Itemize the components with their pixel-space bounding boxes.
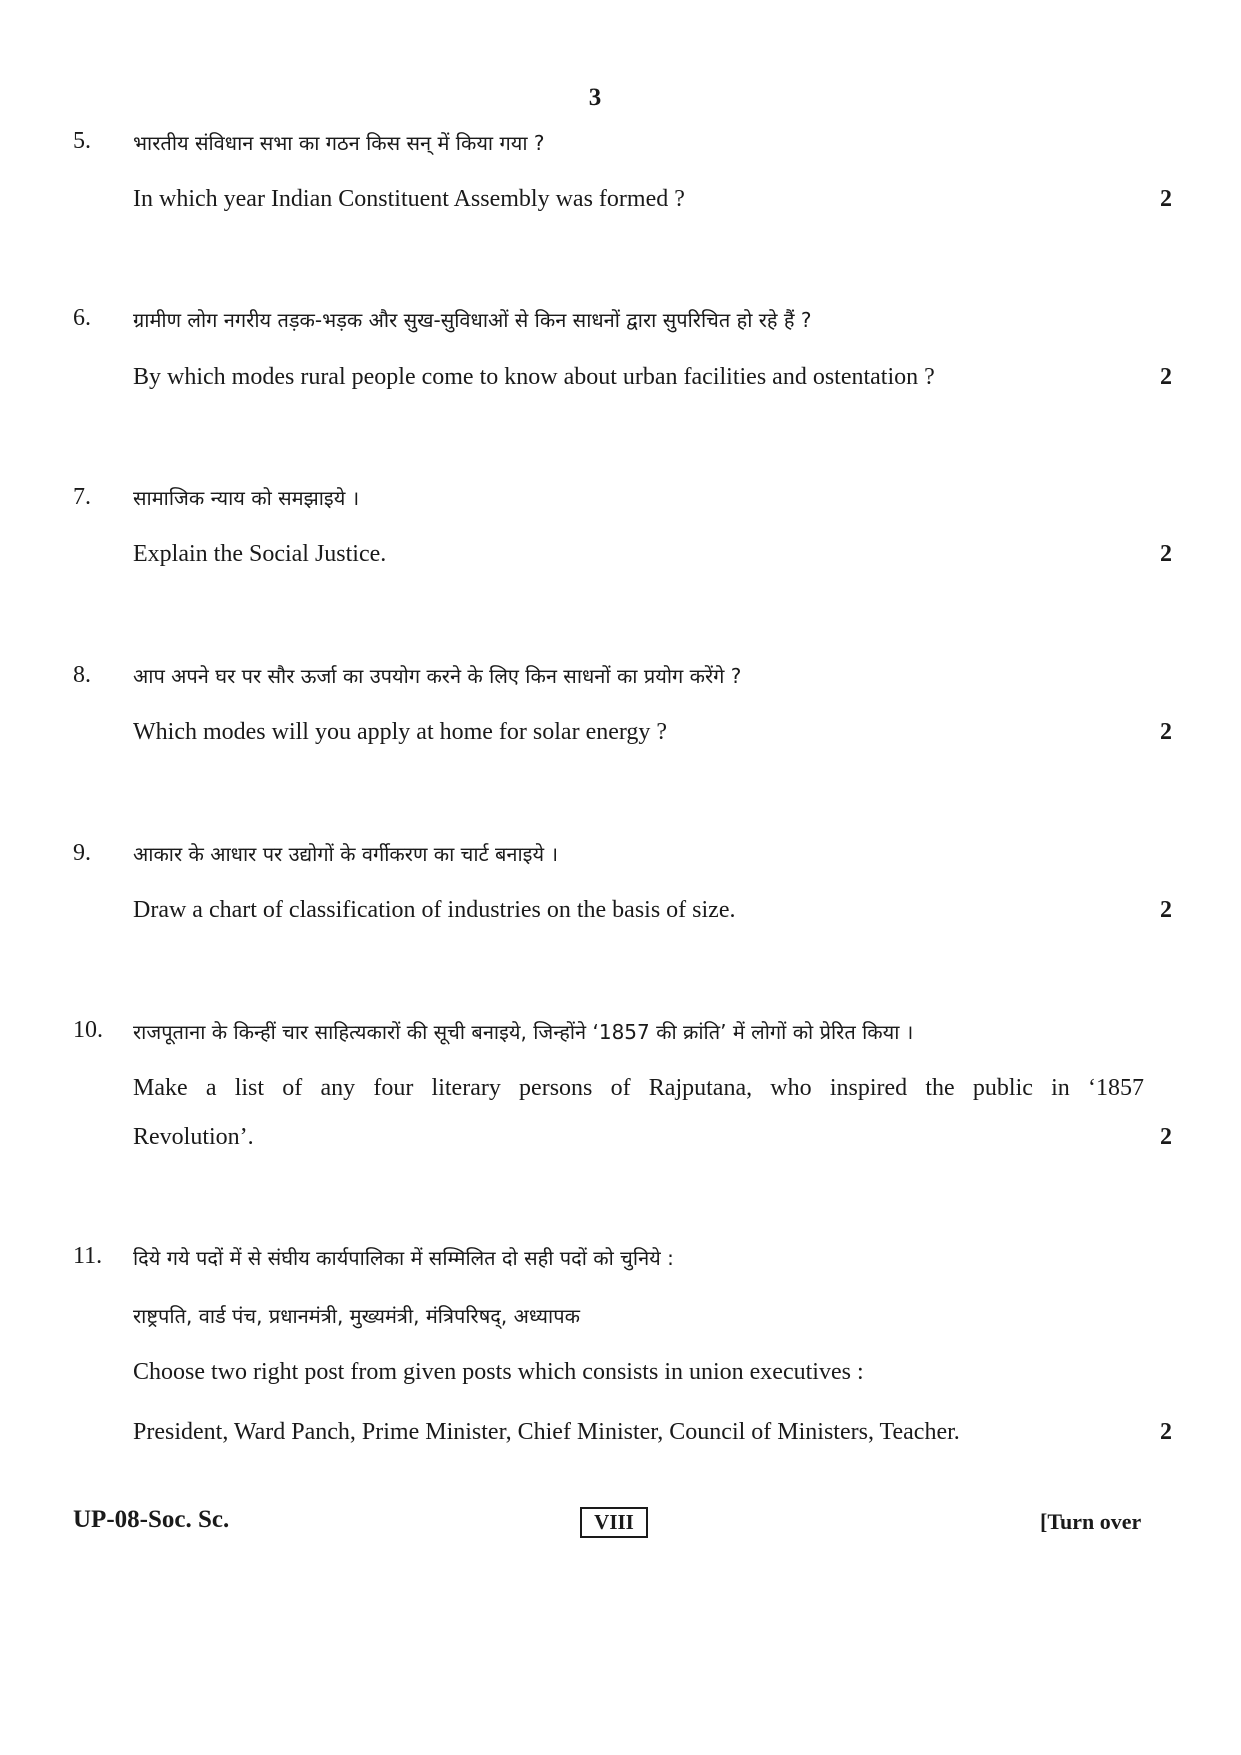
question-hindi-text: आकार के आधार पर उद्योगों के वर्गीकरण का चार्ट बनाइये । — [133, 842, 559, 866]
question-english-text: By which modes rural people come to know about urban facilities and ostentation ? — [133, 364, 935, 390]
question-english-text-continued: Revolution’. — [133, 1124, 254, 1150]
question-english-text: In which year Indian Constituent Assembly was formed ? — [133, 186, 685, 212]
question-english-text: Draw a chart of classification of industries on the basis of size. — [133, 897, 736, 923]
question-number: 9. — [73, 840, 91, 866]
question-marks: 2 — [1160, 364, 1172, 390]
page-number: 3 — [588, 84, 602, 111]
class-box: VIII — [580, 1507, 648, 1538]
question-english-text: Choose two right post from given posts which consists in union executives : — [133, 1359, 864, 1385]
question-english-text: Explain the Social Justice. — [133, 541, 387, 567]
question-marks: 2 — [1160, 186, 1172, 212]
question-hindi-text: राजपूताना के किन्हीं चार साहित्यकारों की सूची बनाइये, जिन्होंने ‘1857 की क्रांति’ में लोगों को प्रेरित किया । — [133, 1020, 914, 1044]
question-marks: 2 — [1160, 541, 1172, 567]
paper-code: UP-08-Soc. Sc. — [73, 1506, 230, 1533]
question-number: 8. — [73, 662, 91, 688]
question-marks: 2 — [1160, 1419, 1172, 1445]
question-hindi-text: दिये गये पदों में से संघीय कार्यपालिका में सम्मिलित दो सही पदों को चुनिये : — [133, 1246, 674, 1270]
question-marks: 2 — [1160, 1124, 1172, 1150]
question-number: 5. — [73, 128, 91, 154]
question-english-options: President, Ward Panch, Prime Minister, Chief Minister, Council of Ministers, Teacher. — [133, 1419, 960, 1445]
question-marks: 2 — [1160, 719, 1172, 745]
question-hindi-text: ग्रामीण लोग नगरीय तड़क-भड़क और सुख-सुविधाओं से किन साधनों द्वारा सुपरिचित हो रहे हैं ? — [133, 308, 812, 332]
question-hindi-text: सामाजिक न्याय को समझाइये । — [133, 486, 360, 510]
question-hindi-text: भारतीय संविधान सभा का गठन किस सन् में किया गया ? — [133, 131, 545, 155]
question-number: 7. — [73, 484, 91, 510]
question-number: 11. — [73, 1243, 103, 1269]
turn-over-note: [Turn over — [1040, 1509, 1142, 1534]
question-number: 10. — [73, 1017, 103, 1043]
question-english-text: Which modes will you apply at home for solar energy ? — [133, 719, 668, 745]
question-hindi-text: आप अपने घर पर सौर ऊर्जा का उपयोग करने के लिए किन साधनों का प्रयोग करेंगे ? — [133, 664, 742, 688]
question-number: 6. — [73, 305, 91, 331]
question-hindi-options: राष्ट्रपति, वार्ड पंच, प्रधानमंत्री, मुख्यमंत्री, मंत्रिपरिषद्, अध्यापक — [133, 1304, 580, 1328]
question-english-text: Make a list of any four literary persons of Rajputana, who inspired the public in ‘1857 — [133, 1075, 1144, 1101]
question-marks: 2 — [1160, 897, 1172, 923]
